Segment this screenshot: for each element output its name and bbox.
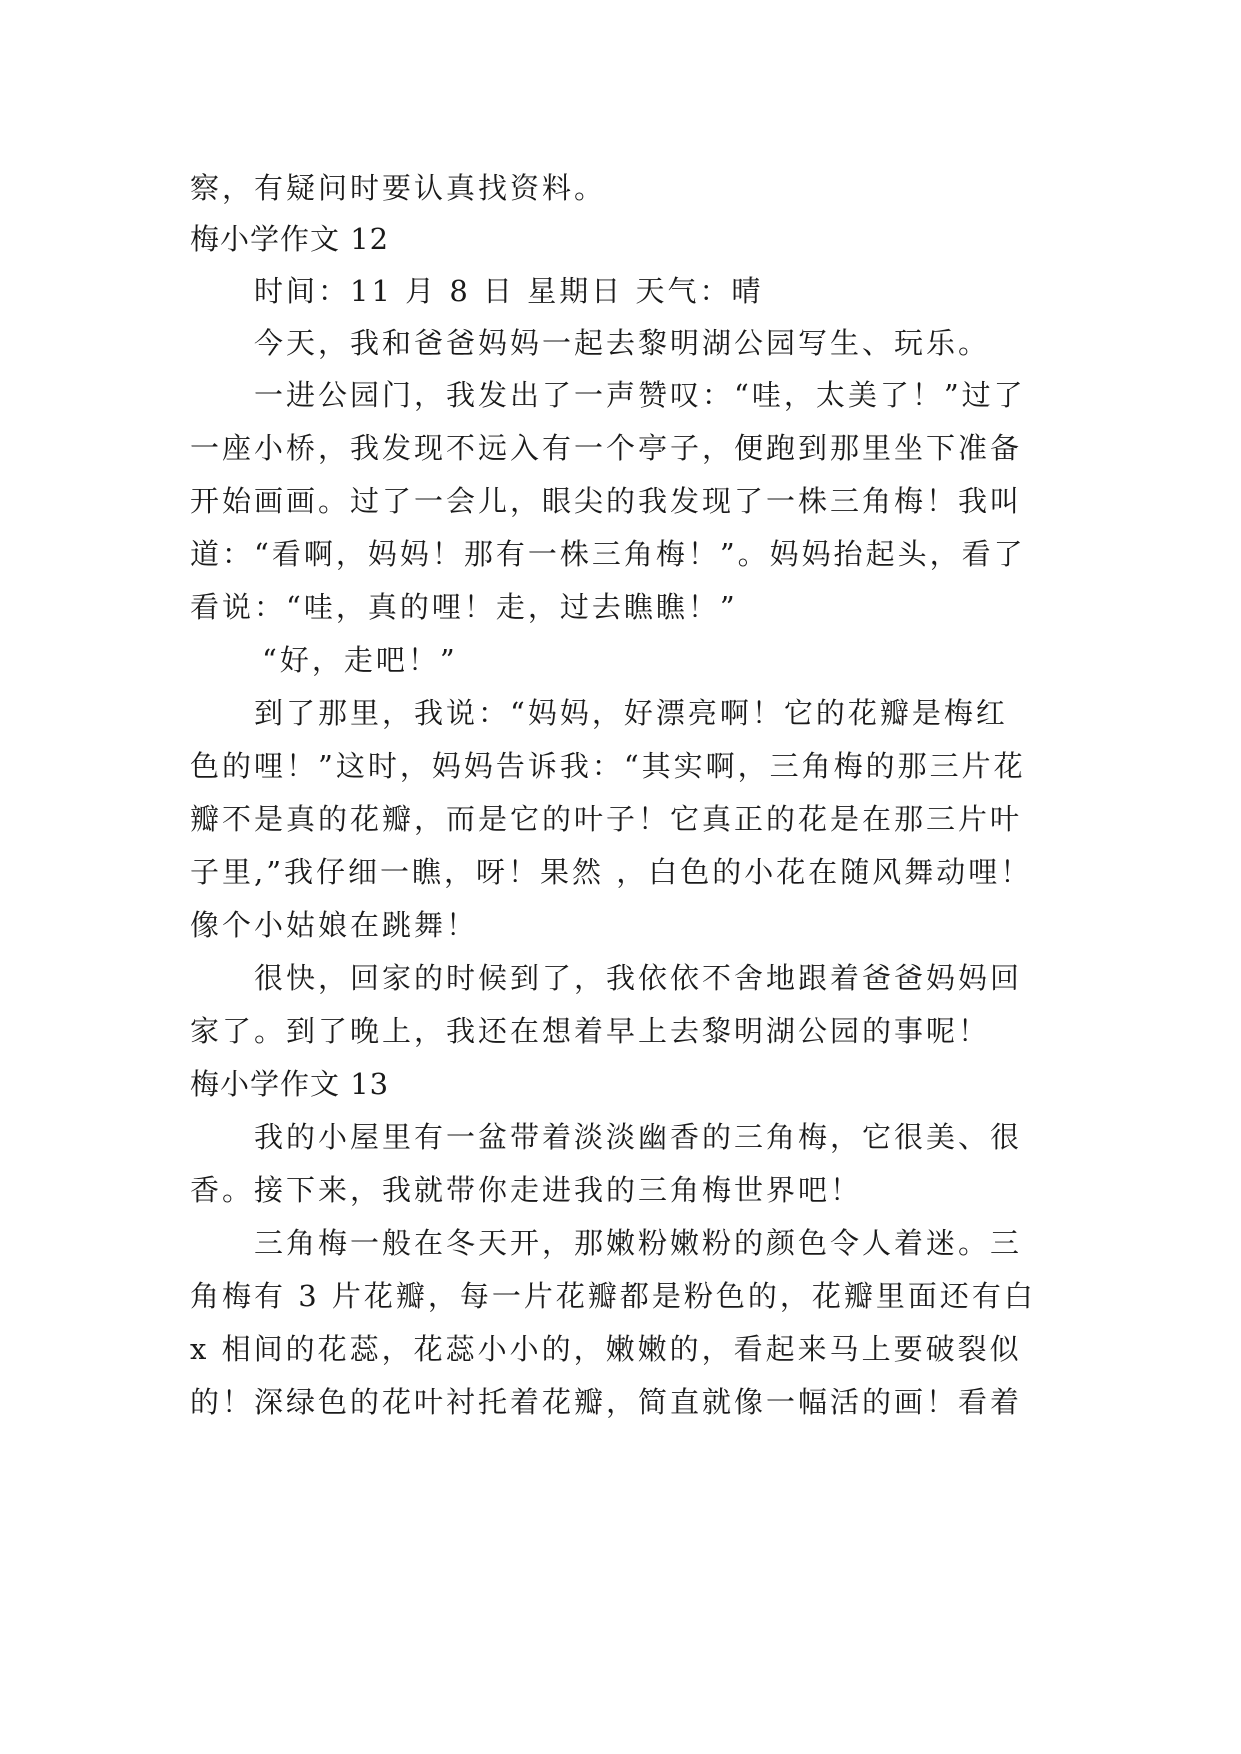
text-line: 三角梅一般在冬天开，那嫩粉嫩粉的颜色令人着迷。三 — [254, 1226, 1023, 1260]
text-line: 的！深绿色的花叶衬托着花瓣，简直就像一幅活的画！看着 — [190, 1385, 1023, 1419]
text-line: 角梅有 3 片花瓣，每一片花瓣都是粉色的，花瓣里面还有白 — [190, 1279, 1036, 1313]
section-heading: 梅小学作文 13 — [190, 1067, 390, 1101]
text-line: 色的哩！”这时，妈妈告诉我：“其实啊，三角梅的那三片花 — [190, 749, 1026, 783]
text-line: 家了。到了晚上，我还在想着早上去黎明湖公园的事呢！ — [190, 1014, 991, 1048]
text-line: 像个小姑娘在跳舞！ — [190, 908, 479, 942]
text-line: 察，有疑问时要认真找资料。 — [190, 171, 607, 205]
text-line: 瓣不是真的花瓣，而是它的叶子！它真正的花是在那三片叶 — [190, 802, 1023, 836]
text-line: 一座小桥，我发现不远入有一个亭子，便跑到那里坐下准备 — [190, 431, 1023, 465]
text-line: “好，走吧！” — [262, 643, 458, 677]
text-line: 子里,”我仔细一瞧，呀！果然 ，白色的小花在随风舞动哩！ — [190, 855, 1033, 889]
text-line: 我的小屋里有一盆带着淡淡幽香的三角梅，它很美、很 — [254, 1120, 1023, 1154]
section-heading: 梅小学作文 12 — [190, 222, 390, 256]
text-line: x 相间的花蕊，花蕊小小的，嫩嫩的，看起来马上要破裂似 — [190, 1332, 1022, 1366]
text-line: 今天，我和爸爸妈妈一起去黎明湖公园写生、玩乐。 — [254, 326, 991, 360]
text-line: 一进公园门，我发出了一声赞叹：“哇，太美了！”过了 — [254, 378, 1026, 412]
text-line: 到了那里，我说：“妈妈，好漂亮啊！它的花瓣是梅红 — [254, 696, 1008, 730]
text-line: 道：“看啊，妈妈！那有一株三角梅！”。妈妈抬起头，看了 — [190, 537, 1026, 571]
text-line: 香。接下来，我就带你走进我的三角梅世界吧！ — [190, 1173, 863, 1207]
text-line: 看说：“哇，真的哩！走，过去瞧瞧！” — [190, 590, 738, 624]
text-line: 很快，回家的时候到了，我依依不舍地跟着爸爸妈妈回 — [254, 961, 1023, 995]
text-line: 时间：11 月 8 日 星期日 天气：晴 — [254, 274, 764, 308]
text-line: 开始画画。过了一会儿，眼尖的我发现了一株三角梅！我叫 — [190, 484, 1023, 518]
